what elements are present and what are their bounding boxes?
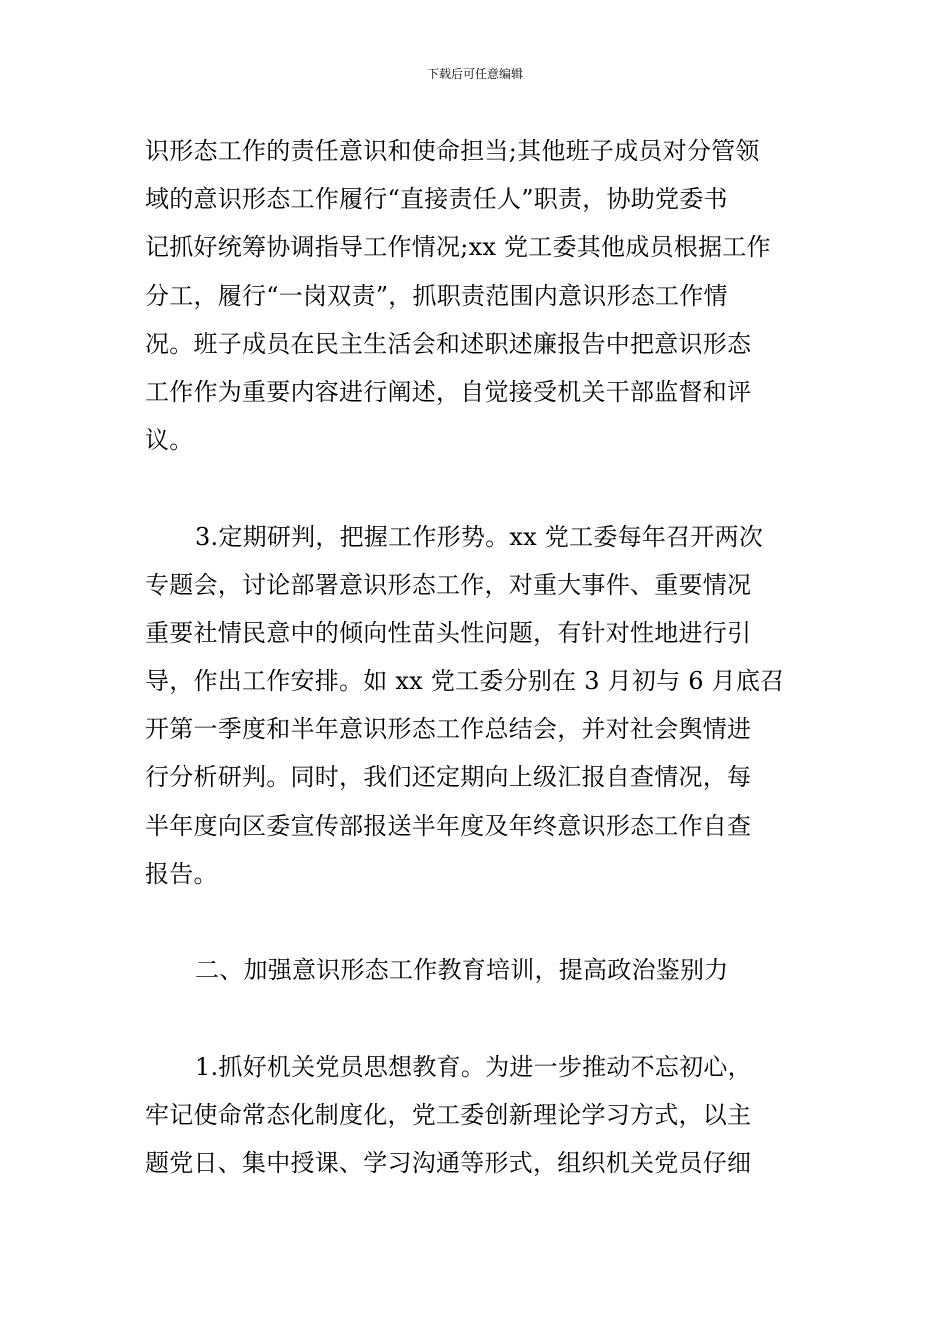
paragraph-gap [145, 898, 810, 946]
text-line: 记抓好统筹协调指导工作情况;xx 党工委其他成员根据工作 [145, 233, 771, 262]
text-line: 识形态工作的责任意识和使命担当;其他班子成员对分管领 [145, 137, 760, 165]
page-header-note: 下载后可任意编辑 [426, 67, 523, 81]
section-heading-text: 二、加强意识形态工作教育培训，提高政治鉴别力 [195, 956, 729, 985]
text-line: 行分析研判。同时，我们还定期向上级汇报自查情况，每 [145, 763, 752, 792]
text-line: 议。 [145, 426, 194, 455]
text-line: 报告。 [145, 859, 218, 888]
paragraph-education [145, 1043, 810, 1188]
text-line: 1.抓好机关党员思想教育。为进一步推动不忘初心， [195, 1052, 752, 1081]
document-body [145, 127, 810, 1187]
text-line: 3.定期研判，把握工作形势。xx 党工委每年召开两次 [195, 522, 764, 551]
text-line: 牢记使命常态化制度化，党工委创新理论学习方式，以主 [145, 1100, 752, 1129]
text-line: 导，作出工作安排。如 xx 党工委分别在 3 月初与 6 月底召 [145, 667, 785, 696]
paragraph-gap [145, 464, 810, 512]
text-line: 半年度向区委宣传部报送半年度及年终意识形态工作自查 [145, 811, 752, 840]
section-heading [145, 946, 810, 994]
text-line: 分工，履行“一岗双责”，抓职责范围内意识形态工作情 [145, 281, 728, 310]
paragraph-gap [145, 994, 810, 1042]
text-line: 重要社情民意中的倾向性苗头性问题，有针对性地进行引 [145, 618, 752, 647]
paragraph-regular-review [145, 513, 810, 899]
text-line: 专题会，讨论部署意识形态工作，对重大事件、重要情况 [145, 570, 752, 599]
paragraph-responsibility [145, 127, 810, 464]
text-line: 工作作为重要内容进行阐述，自觉接受机关干部监督和评 [145, 377, 752, 406]
text-line: 开第一季度和半年意识形态工作总结会，并对社会舆情进 [145, 715, 752, 744]
text-line: 况。班子成员在民主生活会和述职述廉报告中把意识形态 [145, 329, 752, 358]
text-line: 题党日、集中授课、学习沟通等形式，组织机关党员仔细 [145, 1148, 752, 1177]
text-line: 域的意识形态工作履行“直接责任人”职责，协助党委书 [145, 185, 728, 214]
